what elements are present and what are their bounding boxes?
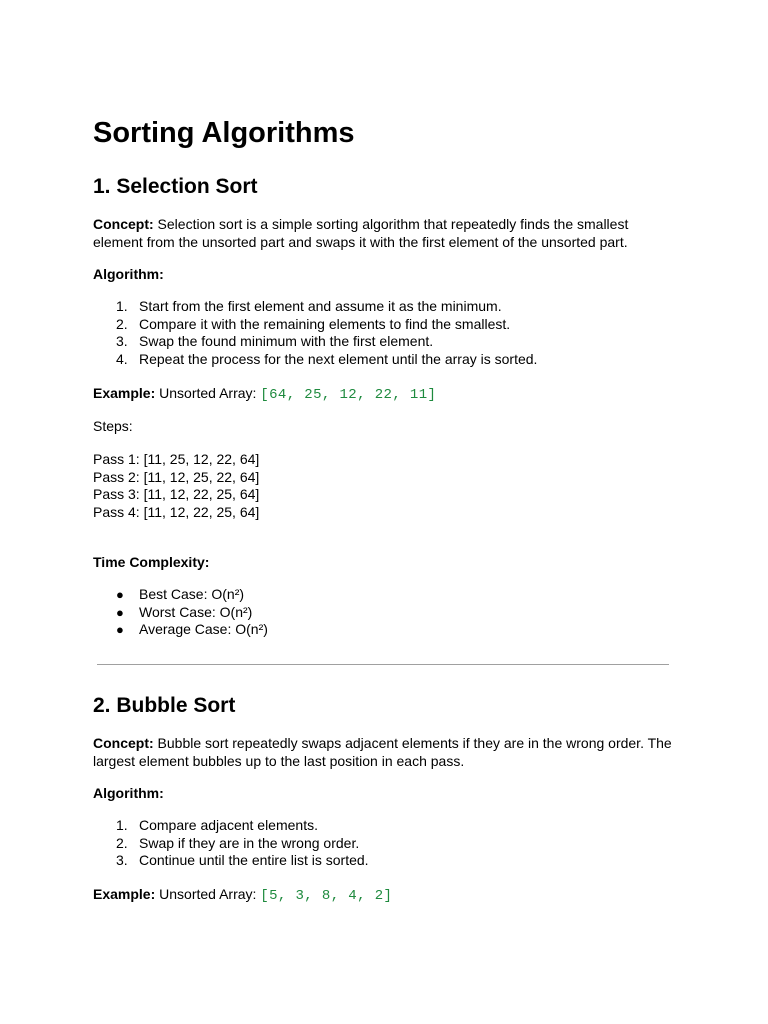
list-item (93, 586, 653, 604)
section-divider (97, 664, 669, 665)
concept-label: Concept: (93, 216, 154, 232)
list-item (93, 621, 653, 639)
list-item (93, 333, 653, 351)
list-item (93, 604, 653, 622)
bubble-sort-algorithm-list (93, 817, 653, 870)
list-item (93, 298, 653, 316)
pass-line: Pass 2: [11, 12, 25, 22, 64] (93, 468, 260, 485)
concept-text: Selection sort is a simple sorting algorithm that repeatedly finds the smallest element from the unsorted part and swaps it with the first element of the unsorted part. (93, 216, 629, 250)
list-item-text: Average Case: O(n²) (139, 621, 268, 637)
concept-label: Concept: (93, 735, 154, 751)
pass-line: Pass 3: [11, 12, 22, 25, 64] (93, 486, 260, 502)
example-text: Unsorted Array: (155, 385, 261, 401)
list-number: 1. (116, 298, 128, 314)
pass-line: Pass 4: [11, 12, 22, 25, 64] (93, 503, 260, 520)
list-item-text: Swap the found minimum with the first element. (139, 333, 434, 349)
algorithm-label: Algorithm: (93, 785, 164, 801)
list-item-text: Continue until the entire list is sorted. (139, 852, 369, 868)
list-number: 2. (116, 834, 128, 851)
selection-sort-example (93, 385, 673, 405)
example-label: Example: (93, 385, 156, 401)
list-item-text: Best Case: O(n²) (139, 586, 245, 602)
bubble-sort-concept (93, 735, 673, 770)
list-number: 2. (116, 315, 128, 332)
example-array-code: [5, 3, 8, 4, 2] (260, 888, 393, 904)
list-item-text: Start from the first element and assume it as the minimum. (139, 298, 502, 314)
bubble-sort-example (93, 886, 673, 906)
list-number: 3. (116, 333, 128, 349)
example-text: Unsorted Array: (155, 886, 261, 902)
list-item-text: Worst Case: O(n²) (139, 603, 253, 620)
document-title: Sorting Algorithms (93, 117, 355, 149)
example-array-code: [64, 25, 12, 22, 11] (260, 387, 437, 403)
time-complexity-list (93, 586, 653, 639)
selection-sort-algorithm-list (93, 298, 653, 368)
list-item-text: Swap if they are in the wrong order. (139, 834, 360, 851)
list-item-text: Compare adjacent elements. (139, 817, 318, 833)
list-item-text: Repeat the process for the next element until the array is sorted. (139, 350, 538, 367)
time-complexity-label: Time Complexity: (93, 554, 210, 570)
example-label: Example: (93, 886, 156, 902)
list-number: 1. (116, 817, 128, 833)
list-number: 4. (116, 350, 128, 367)
concept-text: Bubble sort repeatedly swaps adjacent elements if they are in the wrong order. The largest element bubbles up to the last position in each pass. (93, 735, 672, 769)
list-number: 3. (116, 852, 128, 868)
section-heading-selection-sort: 1. Selection Sort (93, 175, 258, 198)
bullet-icon: ● (116, 604, 124, 620)
bullet-icon: ● (116, 622, 124, 637)
list-item (93, 835, 653, 853)
steps-label: Steps: (93, 418, 133, 434)
list-item (93, 817, 653, 835)
list-item (93, 852, 653, 870)
bullet-icon: ● (116, 587, 124, 602)
list-item-text: Compare it with the remaining elements to find the smallest. (139, 315, 511, 332)
list-item (93, 351, 653, 369)
section-heading-bubble-sort: 2. Bubble Sort (93, 694, 236, 717)
passes-block (93, 451, 673, 521)
list-item (93, 316, 653, 334)
algorithm-label: Algorithm: (93, 266, 164, 282)
selection-sort-concept (93, 216, 673, 251)
pass-line: Pass 1: [11, 25, 12, 22, 64] (93, 451, 260, 467)
